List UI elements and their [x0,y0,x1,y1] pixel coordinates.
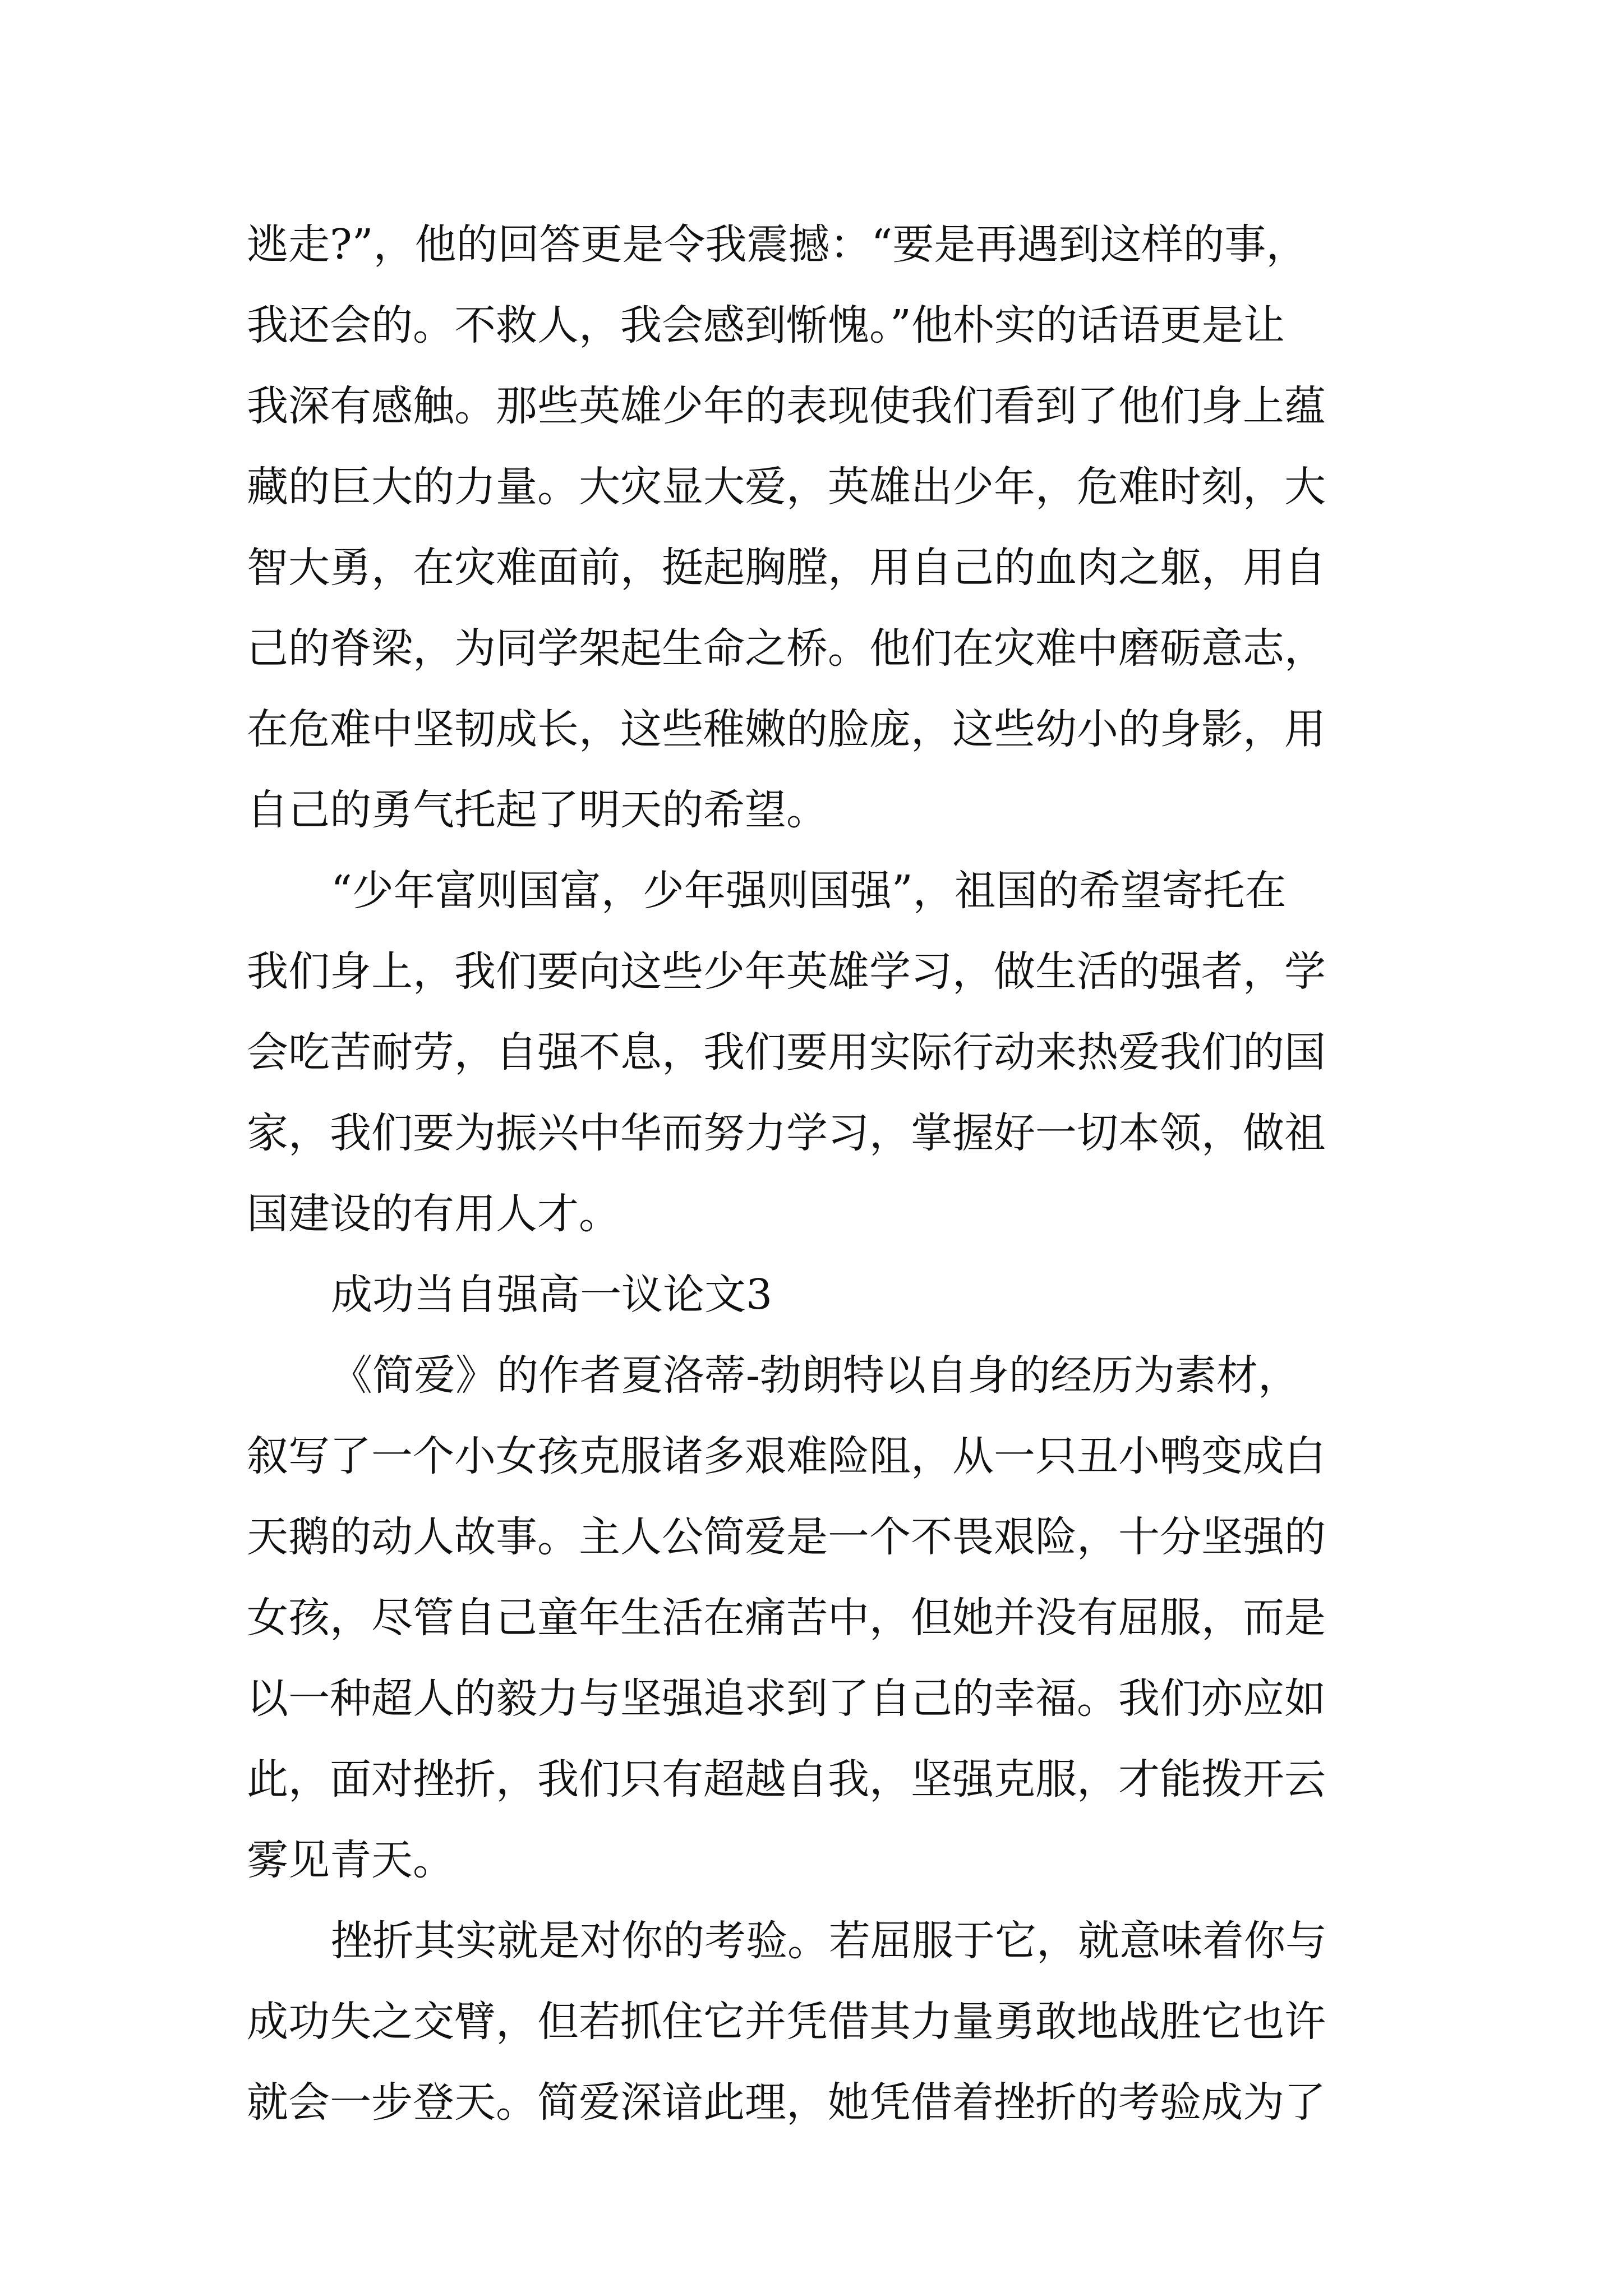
text-line: 我们身上，我们要向这些少年英雄学习，做生活的强者，学 [247,947,1326,996]
text-line: 会吃苦耐劳，自强不息，我们要用实际行动来热爱我们的国 [247,1028,1326,1076]
text-line: 我深有感触。那些英雄少年的表现使我们看到了他们身上蕴 [247,382,1326,430]
text-line: 家，我们要为振兴中华而努力学习，掌握好一切本领，做祖 [247,1109,1326,1157]
text-line: 在危难中坚韧成长，这些稚嫩的脸庞，这些幼小的身影，用 [247,705,1326,753]
text-line: 雾见青天。 [247,1836,454,1884]
section-heading: 成功当自强高一议论文3 [331,1271,773,1319]
text-line: 智大勇，在灾难面前，挺起胸膛，用自己的血肉之躯，用自 [247,544,1326,592]
paragraph-first-line: “少年富则国富，少年强则国强”，祖国的希望寄托在 [331,867,1287,915]
text-line: 女孩，尽管自己童年生活在痛苦中，但她并没有屈服，而是 [247,1594,1326,1642]
text-line: 成功失之交臂，但若抓住它并凭借其力量勇敢地战胜它也许 [247,1998,1326,2046]
text-line: 此，面对挫折，我们只有超越自我，坚强克服，才能拨开云 [247,1755,1326,1803]
text-line: 逃走?”，他的回答更是令我震撼：“要是再遇到这样的事， [247,220,1308,269]
text-line: 我还会的。不救人，我会感到惭愧。”他朴实的话语更是让 [247,301,1285,349]
text-line: 就会一步登天。简爱深谙此理，她凭借着挫折的考验成为了 [247,2078,1326,2127]
text-line: 国建设的有用人才。 [247,1190,620,1238]
text-line: 藏的巨大的力量。大灾显大爱，英雄出少年，危难时刻，大 [247,463,1326,511]
text-line: 己的脊梁，为同学架起生命之桥。他们在灾难中磨砺意志， [247,624,1326,673]
paragraph-first-line: 《简爱》的作者夏洛蒂-勃朗特以自身的经历为素材， [331,1351,1300,1400]
paragraph-first-line: 挫折其实就是对你的考验。若屈服于它，就意味着你与 [331,1917,1327,1965]
text-line: 叙写了一个小女孩克服诸多艰难险阻，从一只丑小鸭变成白 [247,1432,1326,1480]
text-line: 天鹅的动人故事。主人公简爱是一个不畏艰险，十分坚强的 [247,1513,1326,1561]
text-line: 自己的勇气托起了明天的希望。 [247,786,828,834]
text-line: 以一种超人的毅力与坚强追求到了自己的幸福。我们亦应如 [247,1674,1326,1723]
